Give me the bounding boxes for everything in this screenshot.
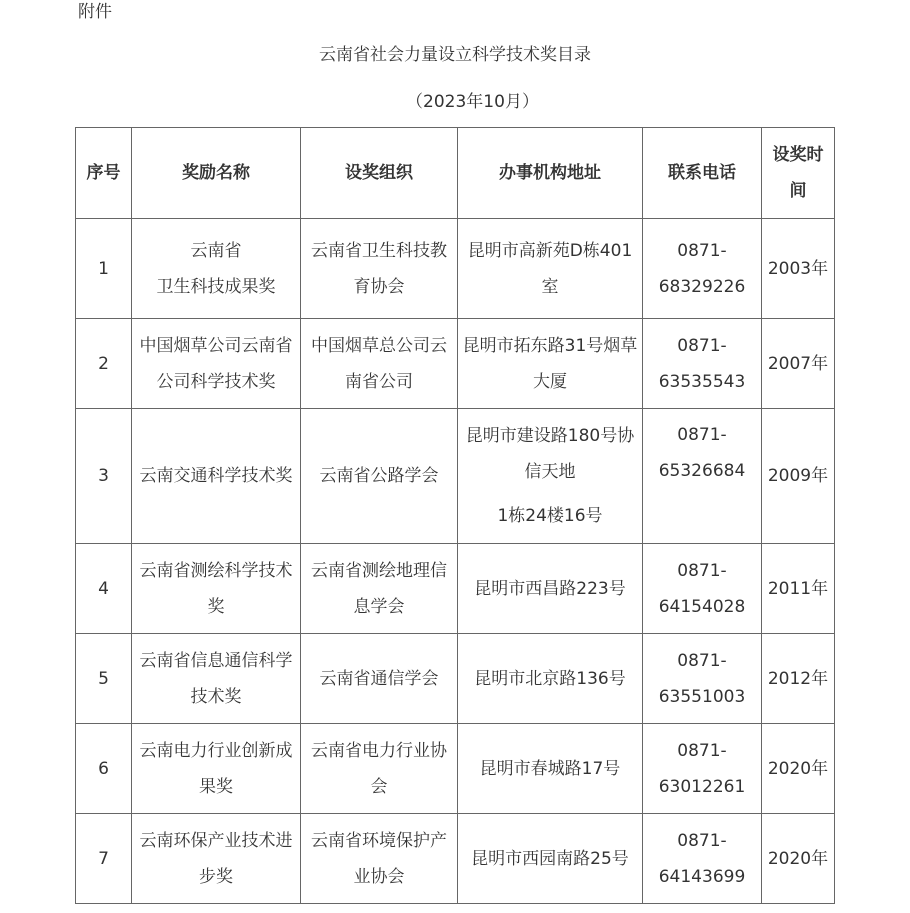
cell-organization: 云南省通信学会 bbox=[301, 634, 458, 724]
table-row bbox=[76, 319, 835, 409]
header-established bbox=[762, 128, 835, 219]
cell-organization bbox=[301, 544, 458, 634]
cell-no: 7 bbox=[76, 814, 132, 904]
cell-address bbox=[458, 219, 643, 319]
cell-line: 0871- bbox=[677, 425, 727, 445]
header-established-line: 设奖时 bbox=[772, 145, 824, 165]
cell-line: 昆明市拓东路31号烟草 bbox=[462, 335, 638, 356]
cell-line: 中国烟草总公司云 bbox=[311, 335, 447, 356]
cell-line: 奖 bbox=[207, 596, 225, 617]
cell-line: 云南电力行业创新成 bbox=[139, 740, 293, 761]
cell-phone bbox=[643, 724, 762, 814]
header-award-name: 奖励名称 bbox=[132, 128, 301, 219]
cell-award-name bbox=[132, 814, 301, 904]
cell-line: 0871- bbox=[677, 740, 727, 761]
cell-line: 64143699 bbox=[658, 866, 746, 887]
cell-line: 0871- bbox=[677, 335, 727, 356]
cell-line: 步奖 bbox=[199, 866, 233, 887]
cell-no: 6 bbox=[76, 724, 132, 814]
cell-established: 2009年 bbox=[762, 409, 835, 544]
cell-phone bbox=[643, 814, 762, 904]
cell-line: 云南省电力行业协 bbox=[311, 740, 447, 761]
page-subtitle-date: （2023年10月） bbox=[406, 92, 539, 112]
cell-line: 1栋24楼16号 bbox=[497, 506, 603, 526]
table-row bbox=[76, 634, 835, 724]
cell-line: 0871- bbox=[677, 830, 727, 851]
attachment-label: 附件 bbox=[78, 2, 112, 22]
header-no: 序号 bbox=[76, 128, 132, 219]
cell-no: 2 bbox=[76, 319, 132, 409]
cell-line: 云南省环境保护产 bbox=[311, 830, 447, 851]
header-organization: 设奖组织 bbox=[301, 128, 458, 219]
cell-organization bbox=[301, 724, 458, 814]
cell-line: 中国烟草公司云南省 bbox=[139, 335, 293, 356]
cell-line: 云南交通科学技术奖 bbox=[139, 466, 293, 486]
cell-line: 63551003 bbox=[658, 686, 746, 707]
cell-line: 室 bbox=[541, 276, 559, 297]
header-address: 办事机构地址 bbox=[458, 128, 643, 219]
cell-established: 2011年 bbox=[762, 544, 835, 634]
cell-line: 昆明市建设路180号协 bbox=[465, 426, 635, 446]
cell-line: 果奖 bbox=[199, 776, 233, 797]
cell-award-name bbox=[132, 544, 301, 634]
cell-award-name bbox=[132, 219, 301, 319]
cell-award-name bbox=[132, 319, 301, 409]
cell-line: 云南省公路学会 bbox=[319, 466, 439, 486]
cell-line: 云南省卫生科技教 bbox=[311, 240, 447, 261]
page-title: 云南省社会力量设立科学技术奖目录 bbox=[319, 45, 591, 65]
cell-line: 65326684 bbox=[658, 461, 746, 481]
paragraph-gap bbox=[462, 490, 638, 498]
cell-line: 64154028 bbox=[658, 596, 746, 617]
table-row bbox=[76, 814, 835, 904]
cell-line: 卫生科技成果奖 bbox=[156, 276, 276, 297]
cell-phone bbox=[643, 409, 762, 544]
table-header-row bbox=[76, 128, 835, 219]
cell-address: 昆明市北京路136号 bbox=[458, 634, 643, 724]
cell-award-name bbox=[132, 634, 301, 724]
cell-line: 技术奖 bbox=[190, 686, 242, 707]
cell-line: 0871- bbox=[677, 650, 727, 671]
cell-phone bbox=[643, 319, 762, 409]
cell-organization bbox=[301, 814, 458, 904]
cell-line: 业协会 bbox=[353, 866, 405, 887]
cell-phone bbox=[643, 219, 762, 319]
cell-line: 大厦 bbox=[533, 371, 567, 392]
cell-phone bbox=[643, 634, 762, 724]
cell-no: 3 bbox=[76, 409, 132, 544]
cell-line: 公司科学技术奖 bbox=[156, 371, 276, 392]
cell-line: 会 bbox=[370, 776, 388, 797]
cell-line: 云南省 bbox=[190, 240, 242, 261]
cell-line: 云南省测绘地理信 bbox=[311, 560, 447, 581]
cell-address: 昆明市西园南路25号 bbox=[458, 814, 643, 904]
header-established-line: 间 bbox=[789, 181, 807, 201]
table-row bbox=[76, 724, 835, 814]
cell-line: 息学会 bbox=[353, 596, 405, 617]
cell-line: 0871- bbox=[677, 240, 727, 261]
cell-line: 63535543 bbox=[658, 371, 746, 392]
cell-line: 信天地 bbox=[524, 462, 576, 482]
cell-line: 云南省信息通信科学 bbox=[139, 650, 293, 671]
cell-address: 昆明市春城路17号 bbox=[458, 724, 643, 814]
table-row bbox=[76, 219, 835, 319]
cell-established: 2003年 bbox=[762, 219, 835, 319]
cell-line: 0871- bbox=[677, 560, 727, 581]
cell-established: 2012年 bbox=[762, 634, 835, 724]
cell-line: 云南环保产业技术进 bbox=[139, 830, 293, 851]
cell-line: 68329226 bbox=[658, 276, 746, 297]
table-row bbox=[76, 544, 835, 634]
cell-organization bbox=[301, 409, 458, 544]
cell-address bbox=[458, 319, 643, 409]
cell-established: 2007年 bbox=[762, 319, 835, 409]
cell-address: 昆明市西昌路223号 bbox=[458, 544, 643, 634]
cell-line: 63012261 bbox=[658, 776, 746, 797]
table-row bbox=[76, 409, 835, 544]
cell-established: 2020年 bbox=[762, 724, 835, 814]
cell-no: 5 bbox=[76, 634, 132, 724]
cell-line: 南省公司 bbox=[345, 371, 413, 392]
header-phone: 联系电话 bbox=[643, 128, 762, 219]
cell-established: 2020年 bbox=[762, 814, 835, 904]
cell-award-name bbox=[132, 724, 301, 814]
cell-no: 4 bbox=[76, 544, 132, 634]
cell-organization bbox=[301, 319, 458, 409]
cell-line: 云南省测绘科学技术 bbox=[139, 560, 293, 581]
cell-phone bbox=[643, 544, 762, 634]
award-catalog-table bbox=[75, 127, 835, 904]
cell-organization bbox=[301, 219, 458, 319]
cell-award-name bbox=[132, 409, 301, 544]
cell-line: 昆明市高新苑D栋401 bbox=[467, 240, 633, 261]
cell-address bbox=[458, 409, 643, 544]
cell-line: 育协会 bbox=[353, 276, 405, 297]
cell-no: 1 bbox=[76, 219, 132, 319]
